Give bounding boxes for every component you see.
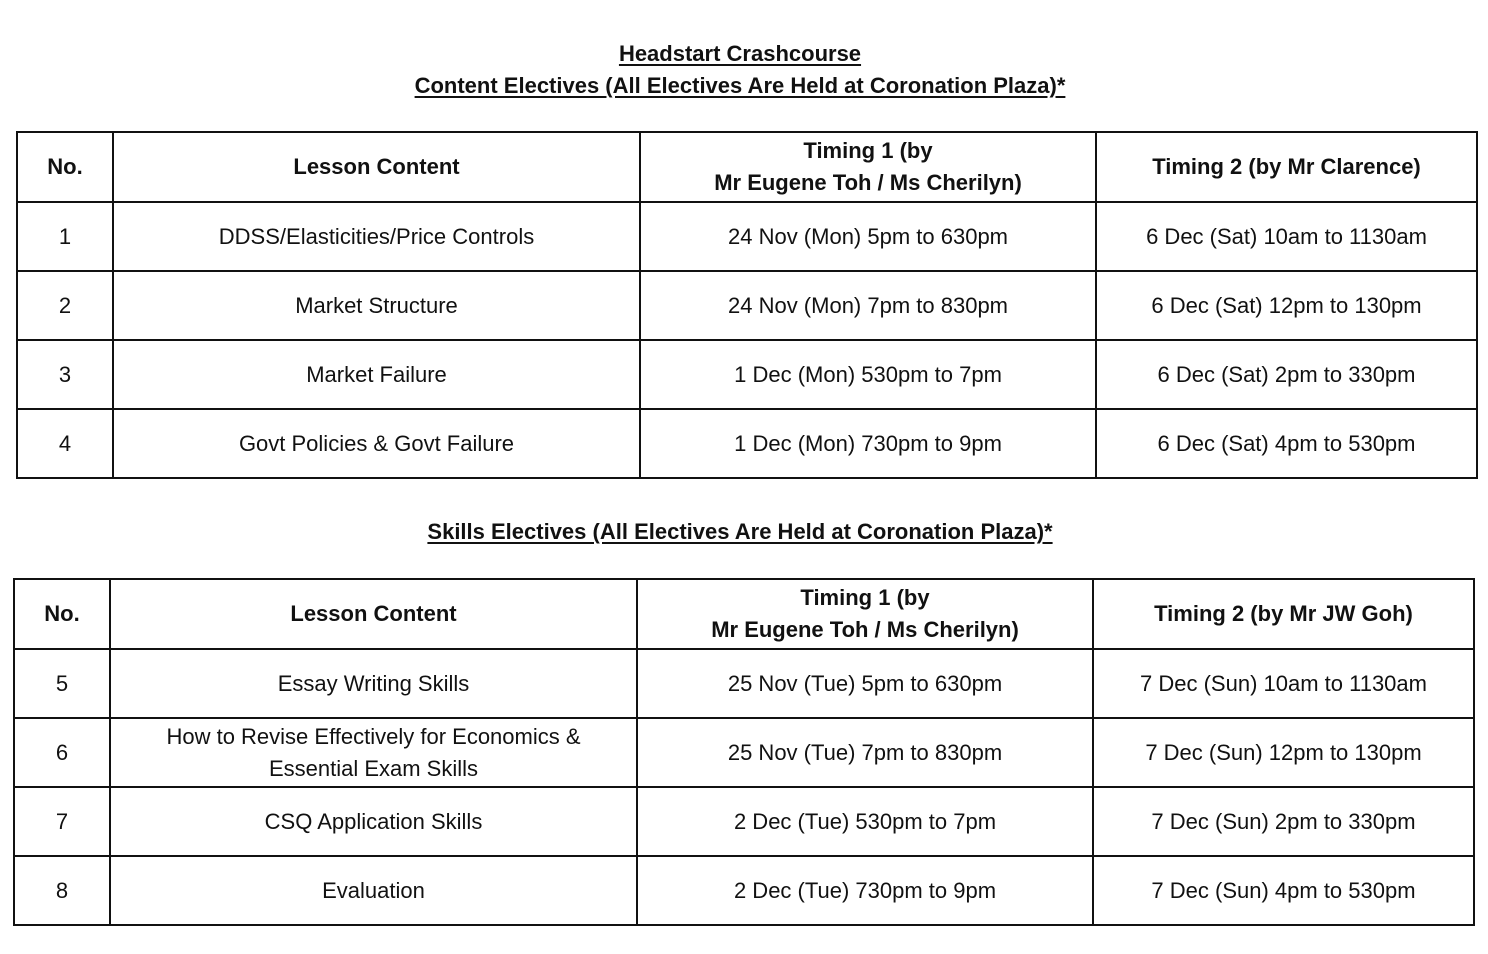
cell-no: 7 <box>14 787 110 856</box>
column-header-no: No. <box>14 579 110 649</box>
cell-lesson: Market Structure <box>113 271 640 340</box>
cell-timing2: 6 Dec (Sat) 2pm to 330pm <box>1096 340 1477 409</box>
column-header-timing2: Timing 2 (by Mr JW Goh) <box>1093 579 1474 649</box>
table-row <box>14 787 1474 856</box>
cell-timing1: 2 Dec (Tue) 730pm to 9pm <box>637 856 1093 925</box>
cell-timing2: 7 Dec (Sun) 10am to 1130am <box>1093 649 1474 718</box>
cell-timing1: 24 Nov (Mon) 7pm to 830pm <box>640 271 1096 340</box>
timing1-header-line1: Timing 1 (by <box>803 138 933 163</box>
column-header-timing2: Timing 2 (by Mr Clarence) <box>1096 132 1477 202</box>
cell-no: 2 <box>17 271 113 340</box>
cell-timing1: 24 Nov (Mon) 5pm to 630pm <box>640 202 1096 271</box>
column-header-lesson: Lesson Content <box>113 132 640 202</box>
cell-no: 8 <box>14 856 110 925</box>
cell-lesson: Essay Writing Skills <box>110 649 637 718</box>
cell-no: 3 <box>17 340 113 409</box>
cell-lesson: CSQ Application Skills <box>110 787 637 856</box>
page-title: Headstart Crashcourse <box>618 41 862 66</box>
cell-lesson: Market Failure <box>113 340 640 409</box>
column-header-timing1 <box>640 132 1096 202</box>
timing1-header-line1: Timing 1 (by <box>800 585 930 610</box>
cell-timing1: 2 Dec (Tue) 530pm to 7pm <box>637 787 1093 856</box>
cell-no: 4 <box>17 409 113 478</box>
cell-timing1: 1 Dec (Mon) 730pm to 9pm <box>640 409 1096 478</box>
cell-no: 6 <box>14 718 110 787</box>
table-row <box>17 202 1477 271</box>
cell-lesson: Evaluation <box>110 856 637 925</box>
skills-electives-heading: Skills Electives (All Electives Are Held at Coronation Plaza)* <box>427 519 1053 544</box>
table-row <box>17 409 1477 478</box>
lesson-line1: How to Revise Effectively for Economics & <box>166 723 581 749</box>
content-electives-table <box>16 131 1478 479</box>
cell-timing2: 6 Dec (Sat) 10am to 1130am <box>1096 202 1477 271</box>
cell-timing1: 25 Nov (Tue) 7pm to 830pm <box>637 718 1093 787</box>
cell-timing1: 25 Nov (Tue) 5pm to 630pm <box>637 649 1093 718</box>
table-header-row <box>17 132 1477 202</box>
column-header-lesson: Lesson Content <box>110 579 637 649</box>
cell-timing2: 6 Dec (Sat) 4pm to 530pm <box>1096 409 1477 478</box>
table-row <box>14 856 1474 925</box>
cell-lesson <box>110 718 637 787</box>
skills-electives-table <box>13 578 1475 926</box>
table-row <box>17 340 1477 409</box>
cell-lesson: DDSS/Elasticities/Price Controls <box>113 202 640 271</box>
table-row <box>14 718 1474 787</box>
table-header-row <box>14 579 1474 649</box>
cell-timing2: 6 Dec (Sat) 12pm to 130pm <box>1096 271 1477 340</box>
cell-timing2: 7 Dec (Sun) 2pm to 330pm <box>1093 787 1474 856</box>
column-header-no: No. <box>17 132 113 202</box>
cell-no: 5 <box>14 649 110 718</box>
column-header-timing1 <box>637 579 1093 649</box>
cell-no: 1 <box>17 202 113 271</box>
table-row <box>14 649 1474 718</box>
timing1-header-line2: Mr Eugene Toh / Ms Cherilyn) <box>711 617 1019 642</box>
cell-lesson: Govt Policies & Govt Failure <box>113 409 640 478</box>
table-row <box>17 271 1477 340</box>
content-electives-heading: Content Electives (All Electives Are Held at Coronation Plaza)* <box>414 73 1066 98</box>
timing1-header-line2: Mr Eugene Toh / Ms Cherilyn) <box>714 170 1022 195</box>
cell-timing1: 1 Dec (Mon) 530pm to 7pm <box>640 340 1096 409</box>
lesson-line2: Essential Exam Skills <box>268 755 479 781</box>
cell-timing2: 7 Dec (Sun) 12pm to 130pm <box>1093 718 1474 787</box>
cell-timing2: 7 Dec (Sun) 4pm to 530pm <box>1093 856 1474 925</box>
